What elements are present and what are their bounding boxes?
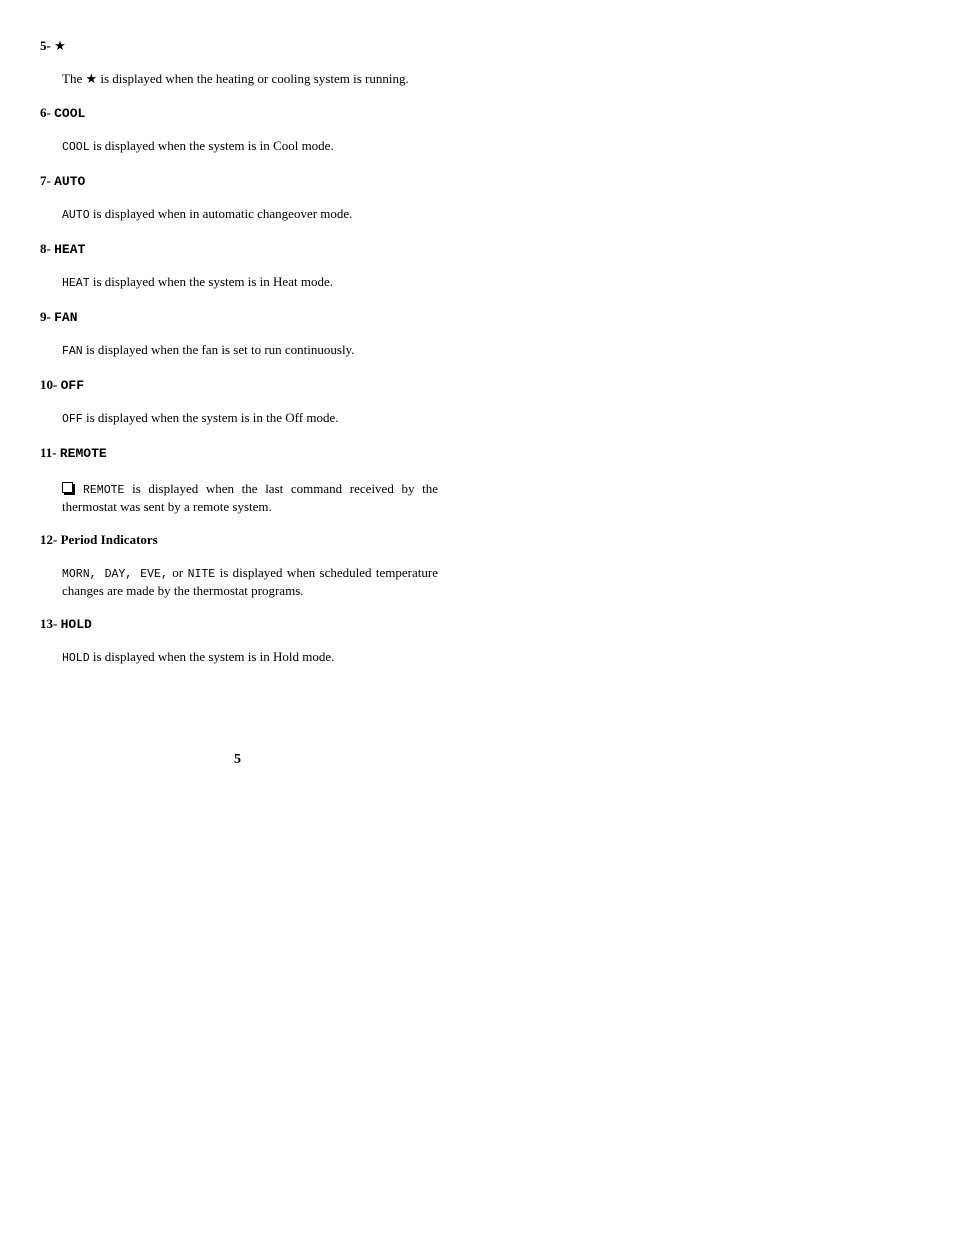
section-heading	[40, 38, 438, 54]
code-text: HEAT	[62, 277, 90, 290]
section-code: AUTO	[54, 174, 86, 189]
checkbox-icon	[62, 482, 73, 493]
section-heading	[40, 445, 438, 461]
section-title: Period Indicators	[60, 532, 158, 547]
section-running-indicator	[40, 38, 438, 88]
section-heading	[40, 309, 438, 325]
code-text: HOLD	[62, 652, 90, 665]
section-body: HOLD is displayed when the system is in Hold mode.	[62, 649, 335, 665]
section-period-indicators	[40, 532, 438, 599]
code-text: NITE	[187, 568, 216, 581]
section-number: 8-	[40, 241, 51, 256]
section-body: AUTO is displayed when in automatic changeover mode.	[62, 206, 353, 222]
section-body: MORN, DAY, EVE, or NITE is displayed when scheduled temperature changes are made by the thermostat programs.	[62, 565, 438, 598]
section-code: HOLD	[60, 617, 92, 632]
document-page	[40, 38, 438, 684]
section-fan	[40, 309, 438, 360]
section-hold	[40, 616, 438, 667]
section-number: 6-	[40, 105, 51, 120]
section-number: 12-	[40, 532, 58, 547]
code-text: OFF	[62, 413, 83, 426]
section-code: FAN	[54, 310, 78, 325]
section-body: The ★ is displayed when the heating or cooling system is running.	[62, 71, 409, 87]
section-heading	[40, 616, 438, 632]
section-body: OFF is displayed when the system is in the Off mode.	[62, 410, 339, 426]
section-number: 7-	[40, 173, 51, 188]
section-code: REMOTE	[59, 446, 107, 461]
section-heading	[40, 241, 438, 257]
section-number: 13-	[40, 616, 58, 631]
section-off	[40, 377, 438, 428]
section-heading	[40, 105, 438, 121]
section-body: REMOTE is displayed when the last command received by the thermostat was sent by a remote system.	[62, 481, 438, 514]
section-code: COOL	[54, 106, 86, 121]
section-code: OFF	[60, 378, 84, 393]
code-text: COOL	[62, 141, 90, 154]
section-auto	[40, 173, 438, 224]
section-number: 11-	[40, 445, 57, 460]
section-heading	[40, 532, 438, 548]
code-text: AUTO	[62, 209, 90, 222]
star-icon: ★	[85, 72, 98, 87]
code-text: FAN	[62, 345, 83, 358]
star-icon: ★	[54, 39, 66, 54]
section-number: 9-	[40, 309, 51, 324]
page-number: 5	[234, 752, 241, 767]
section-body: COOL is displayed when the system is in Cool mode.	[62, 138, 334, 154]
section-heading	[40, 377, 438, 393]
section-number: 10-	[40, 377, 58, 392]
section-code: HEAT	[54, 242, 86, 257]
code-text: REMOTE	[83, 484, 125, 497]
section-heat	[40, 241, 438, 292]
section-cool	[40, 105, 438, 156]
section-heading	[40, 173, 438, 189]
section-body: HEAT is displayed when the system is in Heat mode.	[62, 274, 333, 290]
code-text: MORN, DAY, EVE,	[62, 568, 168, 581]
section-remote	[40, 445, 438, 515]
section-number: 5-	[40, 38, 51, 53]
section-body: FAN is displayed when the fan is set to run continuously.	[62, 342, 355, 358]
